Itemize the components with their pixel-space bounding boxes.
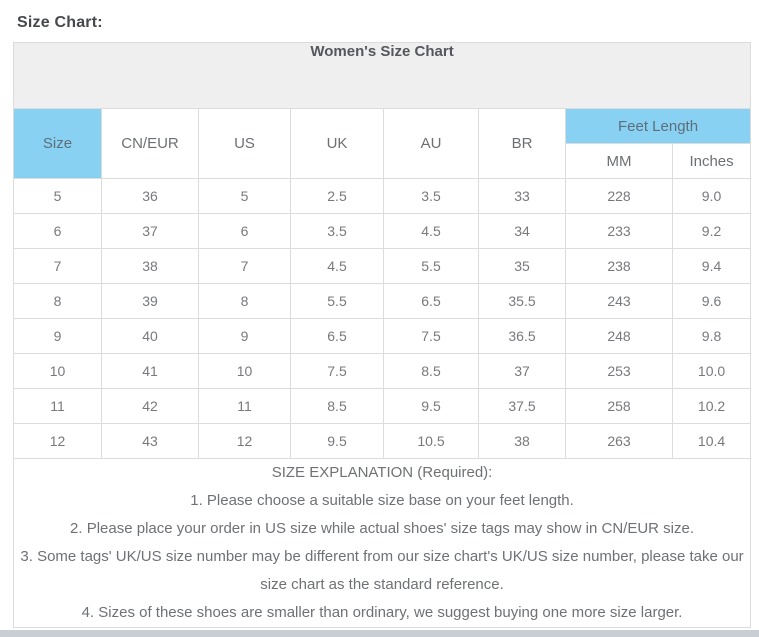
col-header-cn-eur: CN/EUR	[102, 109, 199, 179]
table-cell: 41	[102, 354, 199, 389]
table-cell: 43	[102, 424, 199, 459]
table-cell: 4.5	[291, 249, 384, 284]
col-header-mm: MM	[566, 144, 673, 179]
table-cell: 9.5	[291, 424, 384, 459]
explanation-item: 1. Please choose a suitable size base on your feet length.	[190, 492, 574, 509]
table-cell: 34	[479, 214, 566, 249]
col-header-us: US	[199, 109, 291, 179]
table-cell: 38	[102, 249, 199, 284]
table-cell: 9.6	[673, 284, 751, 319]
col-header-uk: UK	[291, 109, 384, 179]
table-cell: 6.5	[291, 319, 384, 354]
size-chart-table	[13, 42, 751, 628]
table-cell: 3.5	[384, 179, 479, 214]
table-cell: 12	[199, 424, 291, 459]
table-cell: 9.2	[673, 214, 751, 249]
table-cell: 8	[199, 284, 291, 319]
header-row-main	[14, 109, 751, 144]
page-bottom-strip	[0, 630, 759, 637]
table-cell: 33	[479, 179, 566, 214]
table-cell: 11	[14, 389, 102, 424]
table-cell: 40	[102, 319, 199, 354]
col-header-feet-length: Feet Length	[566, 109, 751, 144]
table-cell: 37	[102, 214, 199, 249]
table-cell: 5.5	[384, 249, 479, 284]
table-caption-row	[14, 43, 751, 109]
table-cell: 37	[479, 354, 566, 389]
table-cell: 7.5	[384, 319, 479, 354]
table-caption: Women's Size Chart	[14, 43, 751, 109]
table-cell: 36	[102, 179, 199, 214]
table-cell: 35.5	[479, 284, 566, 319]
table-cell: 6	[14, 214, 102, 249]
table-cell: 4.5	[384, 214, 479, 249]
table-cell: 228	[566, 179, 673, 214]
table-cell: 10	[14, 354, 102, 389]
table-cell: 8	[14, 284, 102, 319]
col-header-br: BR	[479, 109, 566, 179]
table-cell: 233	[566, 214, 673, 249]
explanation-item: 3. Some tags' UK/US size number may be different from our size chart's UK/US size number, please take our size chart as the standard reference.	[20, 548, 744, 593]
table-row	[14, 389, 751, 424]
table-cell: 10.5	[384, 424, 479, 459]
explanation-item: 2. Please place your order in US size while actual shoes' size tags may show in CN/EUR size.	[70, 520, 695, 537]
table-row	[14, 284, 751, 319]
table-cell: 8.5	[384, 354, 479, 389]
table-cell: 253	[566, 354, 673, 389]
table-cell: 9.0	[673, 179, 751, 214]
table-cell: 10.2	[673, 389, 751, 424]
table-cell: 8.5	[291, 389, 384, 424]
size-explanation	[14, 459, 751, 628]
table-cell: 39	[102, 284, 199, 319]
page-title: Size Chart:	[17, 14, 103, 31]
col-header-inches: Inches	[673, 144, 751, 179]
table-cell: 9	[14, 319, 102, 354]
table-cell: 36.5	[479, 319, 566, 354]
explanation-heading: SIZE EXPLANATION (Required):	[271, 464, 493, 481]
table-cell: 5.5	[291, 284, 384, 319]
explanation-item: 4. Sizes of these shoes are smaller than ordinary, we suggest buying one more size larger.	[81, 604, 683, 621]
table-cell: 7.5	[291, 354, 384, 389]
table-cell: 248	[566, 319, 673, 354]
table-row	[14, 214, 751, 249]
table-cell: 238	[566, 249, 673, 284]
table-cell: 258	[566, 389, 673, 424]
table-row	[14, 249, 751, 284]
table-cell: 10.4	[673, 424, 751, 459]
table-cell: 2.5	[291, 179, 384, 214]
table-cell: 37.5	[479, 389, 566, 424]
table-cell: 5	[14, 179, 102, 214]
table-cell: 9.4	[673, 249, 751, 284]
table-cell: 5	[199, 179, 291, 214]
table-cell: 42	[102, 389, 199, 424]
table-cell: 12	[14, 424, 102, 459]
table-row	[14, 179, 751, 214]
table-cell: 6.5	[384, 284, 479, 319]
table-cell: 10	[199, 354, 291, 389]
table-row	[14, 354, 751, 389]
table-cell: 263	[566, 424, 673, 459]
table-cell: 3.5	[291, 214, 384, 249]
table-cell: 9.5	[384, 389, 479, 424]
table-cell: 7	[199, 249, 291, 284]
table-cell: 35	[479, 249, 566, 284]
table-row	[14, 319, 751, 354]
table-cell: 9.8	[673, 319, 751, 354]
table-cell: 38	[479, 424, 566, 459]
table-cell: 243	[566, 284, 673, 319]
table-cell: 6	[199, 214, 291, 249]
col-header-au: AU	[384, 109, 479, 179]
col-header-size: Size	[14, 109, 102, 179]
table-cell: 10.0	[673, 354, 751, 389]
table-row	[14, 424, 751, 459]
table-cell: 11	[199, 389, 291, 424]
table-cell: 9	[199, 319, 291, 354]
table-cell: 7	[14, 249, 102, 284]
explanation-row	[14, 459, 751, 628]
